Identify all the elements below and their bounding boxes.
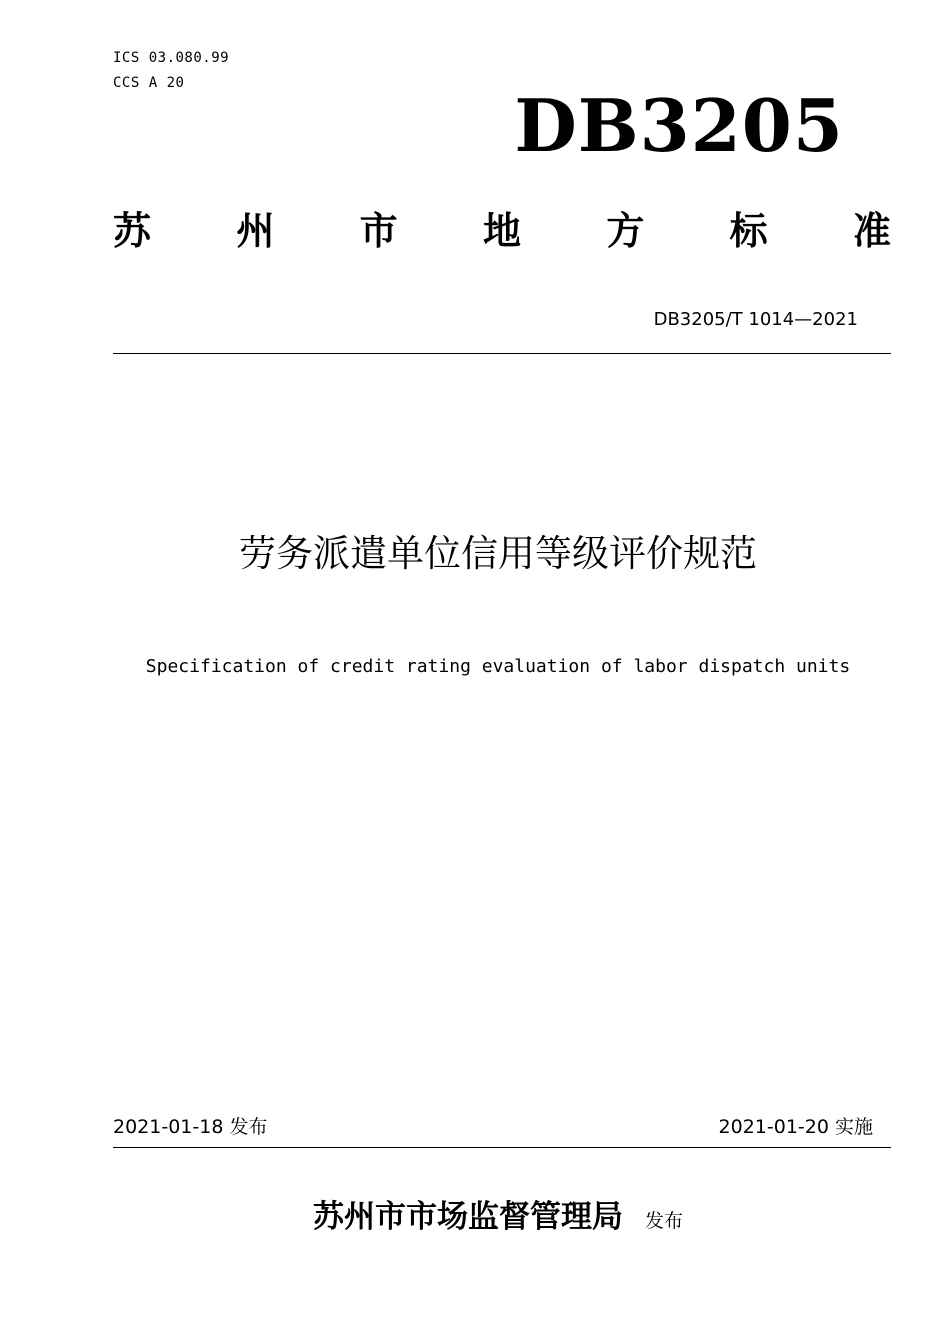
standard-type-char: 标 (729, 208, 768, 253)
standard-number: DB3205/T 1014—2021 (653, 309, 858, 330)
bottom-divider (113, 1147, 891, 1148)
db-code-logo: DB3205 (514, 83, 844, 168)
standard-type-char: 苏 (113, 208, 152, 253)
standard-type-char: 州 (236, 208, 275, 253)
implementation-date: 2021-01-20 实施 (718, 1116, 873, 1138)
ccs-code: CCS A 20 (113, 75, 185, 91)
standard-type-char: 地 (482, 208, 521, 253)
document-title-chinese: 劳务派遣单位信用等级评价规范 (239, 532, 757, 575)
standard-type-char: 准 (852, 208, 891, 253)
standard-type-heading (113, 207, 891, 255)
publisher-suffix: 发布 (644, 1210, 683, 1232)
publisher-name: 苏州市市场监督管理局 (312, 1199, 623, 1235)
issue-date: 2021-01-18 发布 (113, 1116, 268, 1138)
document-title-english: Specification of credit rating evaluation of labor dispatch units (145, 656, 851, 677)
top-divider (113, 353, 891, 354)
standard-type-char: 方 (606, 208, 645, 253)
standard-type-char: 市 (359, 208, 398, 253)
publisher-line (0, 1195, 950, 1239)
ics-code: ICS 03.080.99 (113, 50, 230, 66)
